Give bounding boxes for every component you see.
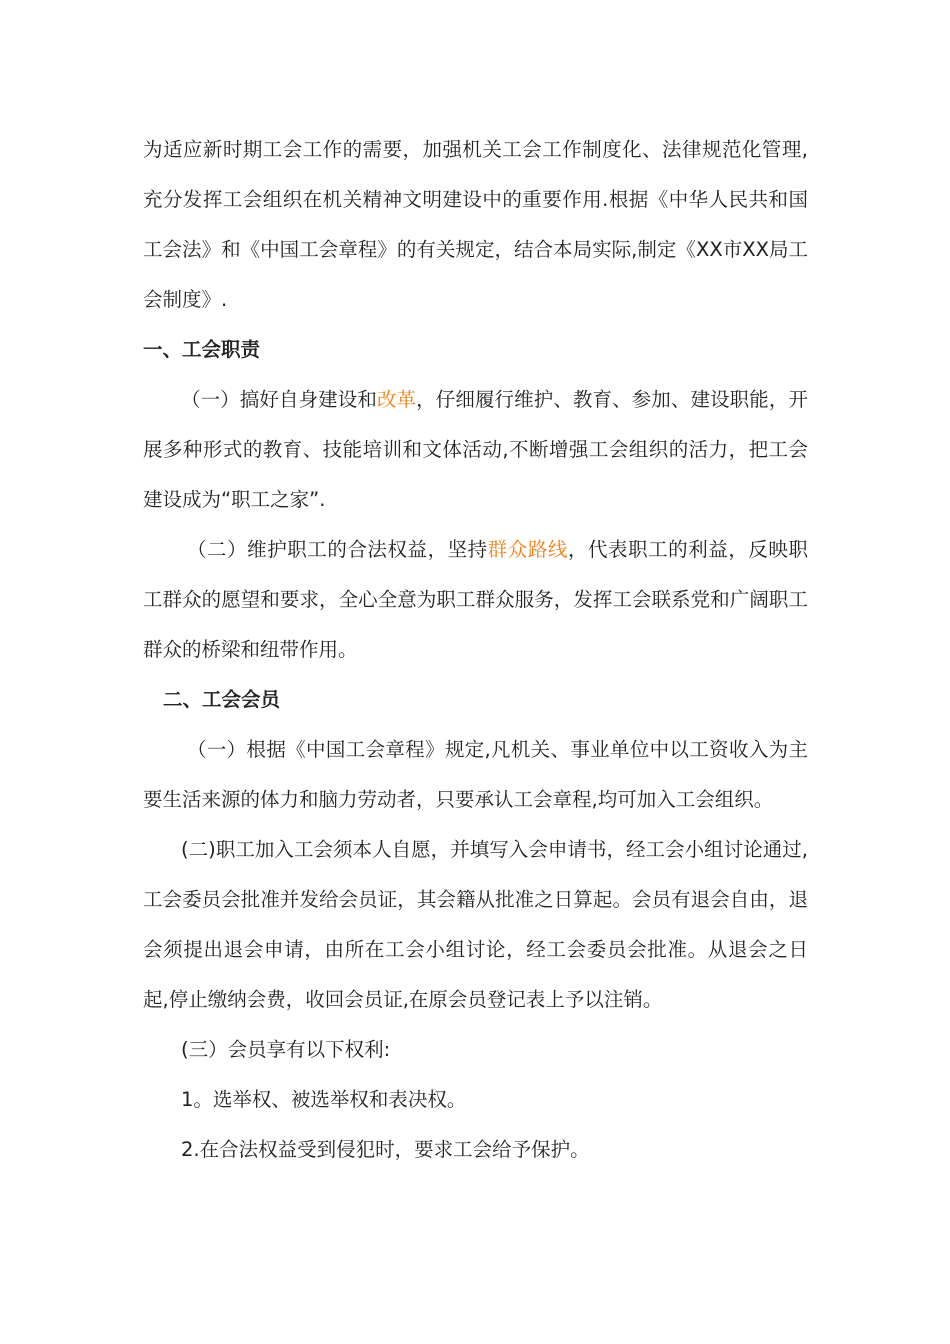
intro-paragraph: 为适应新时期工会工作的需要，加强机关工会工作制度化、法律规范化管理,充分发挥工会组织在机关精神文明建设中的重要作用.根据《中华人民共和国工会法》和《中国工会章程》的有关规定，结合本局实际,制定《XX市XX局工会制度》. xyxy=(143,138,808,311)
section-heading-duties: 一、工会职责 xyxy=(143,338,261,361)
document-body xyxy=(143,125,808,1175)
duties-p1-text-after: ，仔细履行维护、教育、参加、建设职能，开展多种形式的教育、技能培训和文体活动,不断增强工会组织的活力，把工会建设成为“职工之家”. xyxy=(143,388,808,511)
members-paragraph-3: (三）会员享有以下权利: xyxy=(181,1038,391,1061)
rights-list-item: 1。选举权、被选举权和表决权。 xyxy=(181,1088,467,1111)
section-heading-members: 二、工会会员 xyxy=(163,688,281,711)
members-paragraph-2: (二)职工加入工会须本人自愿，并填写入会申请书，经工会小组讨论通过,工会委员会批准并发给会员证，其会籍从批准之日算起。会员有退会自由，退会须提出退会申请，由所在工会小组讨论，经工会委员会批准。从退会之日起,停止缴纳会费，收回会员证,在原会员登记表上予以注销。 xyxy=(143,838,808,1011)
duties-paragraph-2 xyxy=(143,525,808,675)
duties-paragraph-1 xyxy=(143,375,808,525)
members-paragraph-1: （一）根据《中国工会章程》规定,凡机关、事业单位中以工资收入为主要生活来源的体力和脑力劳动者，只要承认工会章程,均可加入工会组织。 xyxy=(143,738,808,811)
duties-p2-text-after: ，代表职工的利益，反映职工群众的愿望和要求，全心全意为职工群众服务，发挥工会联系党和广阔职工群众的桥梁和纽带作用。 xyxy=(143,538,808,661)
duties-p1-text-before: （一）搞好自身建设和 xyxy=(181,388,377,411)
highlight-link-mass-line[interactable]: 群众路线 xyxy=(487,538,568,561)
duties-p2-text-before: （二）维护职工的合法权益，坚持 xyxy=(187,538,488,561)
highlight-link-reform[interactable]: 改革 xyxy=(376,388,417,411)
rights-list-item: 2.在合法权益受到侵犯时，要求工会给予保护。 xyxy=(181,1138,590,1161)
